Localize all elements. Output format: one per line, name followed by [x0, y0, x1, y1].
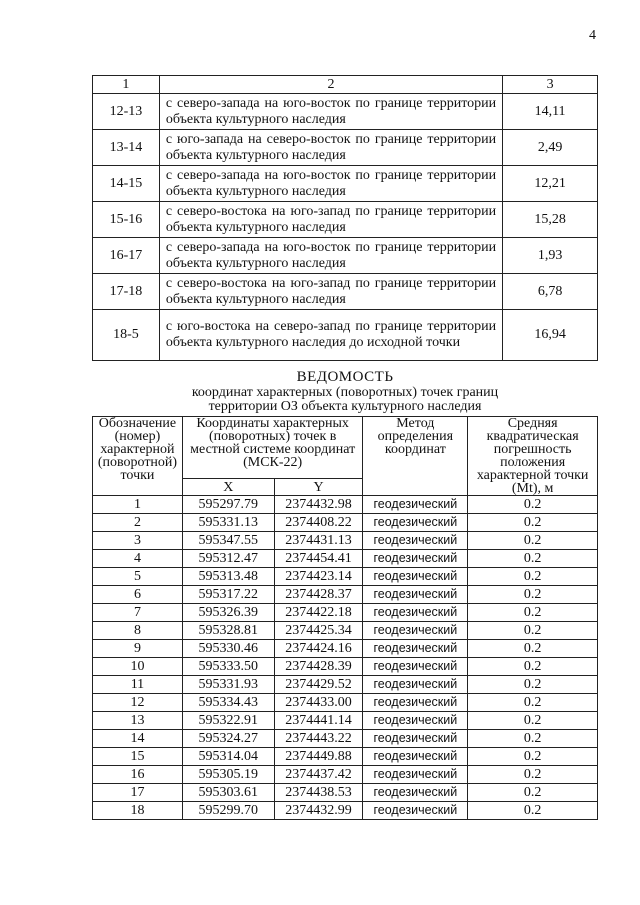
coord-error: 0.2 [468, 604, 598, 622]
coordinate-row [93, 712, 598, 730]
point-number: 14 [93, 730, 183, 748]
coord-x: 595322.91 [182, 712, 274, 730]
segment-description: с северо-запада на юго-восток по границе территории объекта культурного наследия [159, 166, 502, 202]
coordinate-row [93, 550, 598, 568]
segments-header-cell: 2 [159, 76, 502, 94]
point-number: 17 [93, 784, 183, 802]
point-number: 12 [93, 694, 183, 712]
coord-y: 2374408.22 [274, 514, 363, 532]
coord-error: 0.2 [468, 766, 598, 784]
point-number: 2 [93, 514, 183, 532]
coord-method: геодезический [363, 568, 468, 586]
coordinate-row [93, 640, 598, 658]
statement-heading [92, 369, 598, 414]
point-number: 13 [93, 712, 183, 730]
coord-method: геодезический [363, 784, 468, 802]
coordinate-row [93, 676, 598, 694]
coord-x: 595333.50 [182, 658, 274, 676]
segment-row [93, 166, 598, 202]
coord-x: 595297.79 [182, 496, 274, 514]
point-number: 9 [93, 640, 183, 658]
coord-y: 2374441.14 [274, 712, 363, 730]
segment-row [93, 94, 598, 130]
coord-error: 0.2 [468, 676, 598, 694]
segment-length: 15,28 [503, 202, 598, 238]
coordinate-row [93, 586, 598, 604]
point-number: 7 [93, 604, 183, 622]
coordinate-row [93, 802, 598, 820]
coordinate-row [93, 748, 598, 766]
coordinate-row [93, 694, 598, 712]
coord-method: геодезический [363, 622, 468, 640]
coord-y: 2374432.99 [274, 802, 363, 820]
point-number: 11 [93, 676, 183, 694]
segments-header-row [93, 76, 598, 94]
coord-x: 595314.04 [182, 748, 274, 766]
point-number: 18 [93, 802, 183, 820]
statement-subtitle-line2: территории ОЗ объекта культурного наследия [208, 399, 482, 414]
segment-id: 12-13 [93, 94, 160, 130]
header-error: Средняя квадратическая погрешность положения характерной точки (Mt), м [468, 417, 598, 496]
coord-y: 2374423.14 [274, 568, 363, 586]
coord-y: 2374432.98 [274, 496, 363, 514]
coord-method: геодезический [363, 730, 468, 748]
coord-y: 2374428.37 [274, 586, 363, 604]
coord-y: 2374438.53 [274, 784, 363, 802]
header-y: Y [274, 479, 363, 496]
segment-length: 2,49 [503, 130, 598, 166]
segment-length: 16,94 [503, 310, 598, 361]
coordinate-row [93, 604, 598, 622]
segments-header-cell: 3 [503, 76, 598, 94]
coord-y: 2374425.34 [274, 622, 363, 640]
segment-length: 14,11 [503, 94, 598, 130]
coord-y: 2374428.39 [274, 658, 363, 676]
coord-x: 595317.22 [182, 586, 274, 604]
header-coordinates: Координаты характерных (поворотных) точек в местной системе координат (МСК-22) [182, 417, 363, 479]
coordinate-row [93, 496, 598, 514]
segment-description: с северо-востока на юго-запад по границе территории объекта культурного наследия [159, 202, 502, 238]
coords-header-row [93, 417, 598, 479]
coord-method: геодезический [363, 532, 468, 550]
coord-method: геодезический [363, 550, 468, 568]
coord-method: геодезический [363, 748, 468, 766]
segment-row [93, 310, 598, 361]
coord-y: 2374443.22 [274, 730, 363, 748]
statement-title: ВЕДОМОСТЬ [296, 369, 394, 385]
coordinate-row [93, 622, 598, 640]
coordinate-row [93, 514, 598, 532]
header-method: Метод определения координат [363, 417, 468, 496]
coord-error: 0.2 [468, 640, 598, 658]
coord-method: геодезический [363, 586, 468, 604]
segment-id: 13-14 [93, 130, 160, 166]
header-point-designation: Обозначение (номер) характерной (поворотной) точки [93, 417, 183, 496]
coord-x: 595334.43 [182, 694, 274, 712]
coord-method: геодезический [363, 514, 468, 532]
segment-row [93, 130, 598, 166]
coord-error: 0.2 [468, 622, 598, 640]
coordinates-table [92, 416, 598, 820]
segments-table [92, 75, 598, 361]
coord-method: геодезический [363, 604, 468, 622]
point-number: 10 [93, 658, 183, 676]
coord-error: 0.2 [468, 514, 598, 532]
segment-id: 17-18 [93, 274, 160, 310]
coord-x: 595299.70 [182, 802, 274, 820]
coord-error: 0.2 [468, 784, 598, 802]
segment-description: с северо-запада на юго-восток по границе территории объекта культурного наследия [159, 94, 502, 130]
point-number: 3 [93, 532, 183, 550]
coord-method: геодезический [363, 766, 468, 784]
coord-y: 2374449.88 [274, 748, 363, 766]
segment-length: 12,21 [503, 166, 598, 202]
coord-error: 0.2 [468, 730, 598, 748]
coord-x: 595324.27 [182, 730, 274, 748]
coord-error: 0.2 [468, 532, 598, 550]
coord-method: геодезический [363, 694, 468, 712]
segment-row [93, 238, 598, 274]
coord-error: 0.2 [468, 748, 598, 766]
coord-method: геодезический [363, 712, 468, 730]
coord-x: 595305.19 [182, 766, 274, 784]
coord-error: 0.2 [468, 802, 598, 820]
point-number: 6 [93, 586, 183, 604]
segment-description: с юго-востока на северо-запад по границе территории объекта культурного наследия до исходной точки [159, 310, 502, 361]
coordinate-row [93, 784, 598, 802]
coordinate-row [93, 730, 598, 748]
coord-y: 2374431.13 [274, 532, 363, 550]
coordinate-row [93, 658, 598, 676]
point-number: 8 [93, 622, 183, 640]
segment-length: 6,78 [503, 274, 598, 310]
header-x: X [182, 479, 274, 496]
coord-y: 2374422.18 [274, 604, 363, 622]
coord-x: 595330.46 [182, 640, 274, 658]
point-number: 16 [93, 766, 183, 784]
segment-id: 15-16 [93, 202, 160, 238]
segment-id: 16-17 [93, 238, 160, 274]
segment-description: с северо-запада на юго-восток по границе территории объекта культурного наследия [159, 238, 502, 274]
point-number: 5 [93, 568, 183, 586]
coord-x: 595331.13 [182, 514, 274, 532]
coord-y: 2374429.52 [274, 676, 363, 694]
coord-y: 2374433.00 [274, 694, 363, 712]
coord-error: 0.2 [468, 712, 598, 730]
segment-row [93, 202, 598, 238]
page-number: 4 [589, 28, 596, 43]
coord-x: 595326.39 [182, 604, 274, 622]
coord-x: 595312.47 [182, 550, 274, 568]
statement-subtitle-line1: координат характерных (поворотных) точек границ [191, 385, 499, 400]
segment-description: с северо-востока на юго-запад по границе территории объекта культурного наследия [159, 274, 502, 310]
segment-length: 1,93 [503, 238, 598, 274]
coord-x: 595347.55 [182, 532, 274, 550]
coord-x: 595313.48 [182, 568, 274, 586]
point-number: 15 [93, 748, 183, 766]
coord-error: 0.2 [468, 586, 598, 604]
coord-error: 0.2 [468, 658, 598, 676]
coord-method: геодезический [363, 676, 468, 694]
coord-error: 0.2 [468, 694, 598, 712]
segment-description: с юго-запада на северо-восток по границе территории объекта культурного наследия [159, 130, 502, 166]
coordinate-row [93, 766, 598, 784]
coord-y: 2374437.42 [274, 766, 363, 784]
coord-error: 0.2 [468, 568, 598, 586]
coord-method: геодезический [363, 496, 468, 514]
coordinate-row [93, 532, 598, 550]
segment-row [93, 274, 598, 310]
point-number: 1 [93, 496, 183, 514]
coordinate-row [93, 568, 598, 586]
coord-x: 595331.93 [182, 676, 274, 694]
coord-x: 595303.61 [182, 784, 274, 802]
coord-y: 2374454.41 [274, 550, 363, 568]
point-number: 4 [93, 550, 183, 568]
coord-error: 0.2 [468, 496, 598, 514]
segment-id: 14-15 [93, 166, 160, 202]
coord-x: 595328.81 [182, 622, 274, 640]
segments-header-cell: 1 [93, 76, 160, 94]
coord-method: геодезический [363, 658, 468, 676]
coord-method: геодезический [363, 802, 468, 820]
coord-method: геодезический [363, 640, 468, 658]
segment-id: 18-5 [93, 310, 160, 361]
coord-y: 2374424.16 [274, 640, 363, 658]
coord-error: 0.2 [468, 550, 598, 568]
